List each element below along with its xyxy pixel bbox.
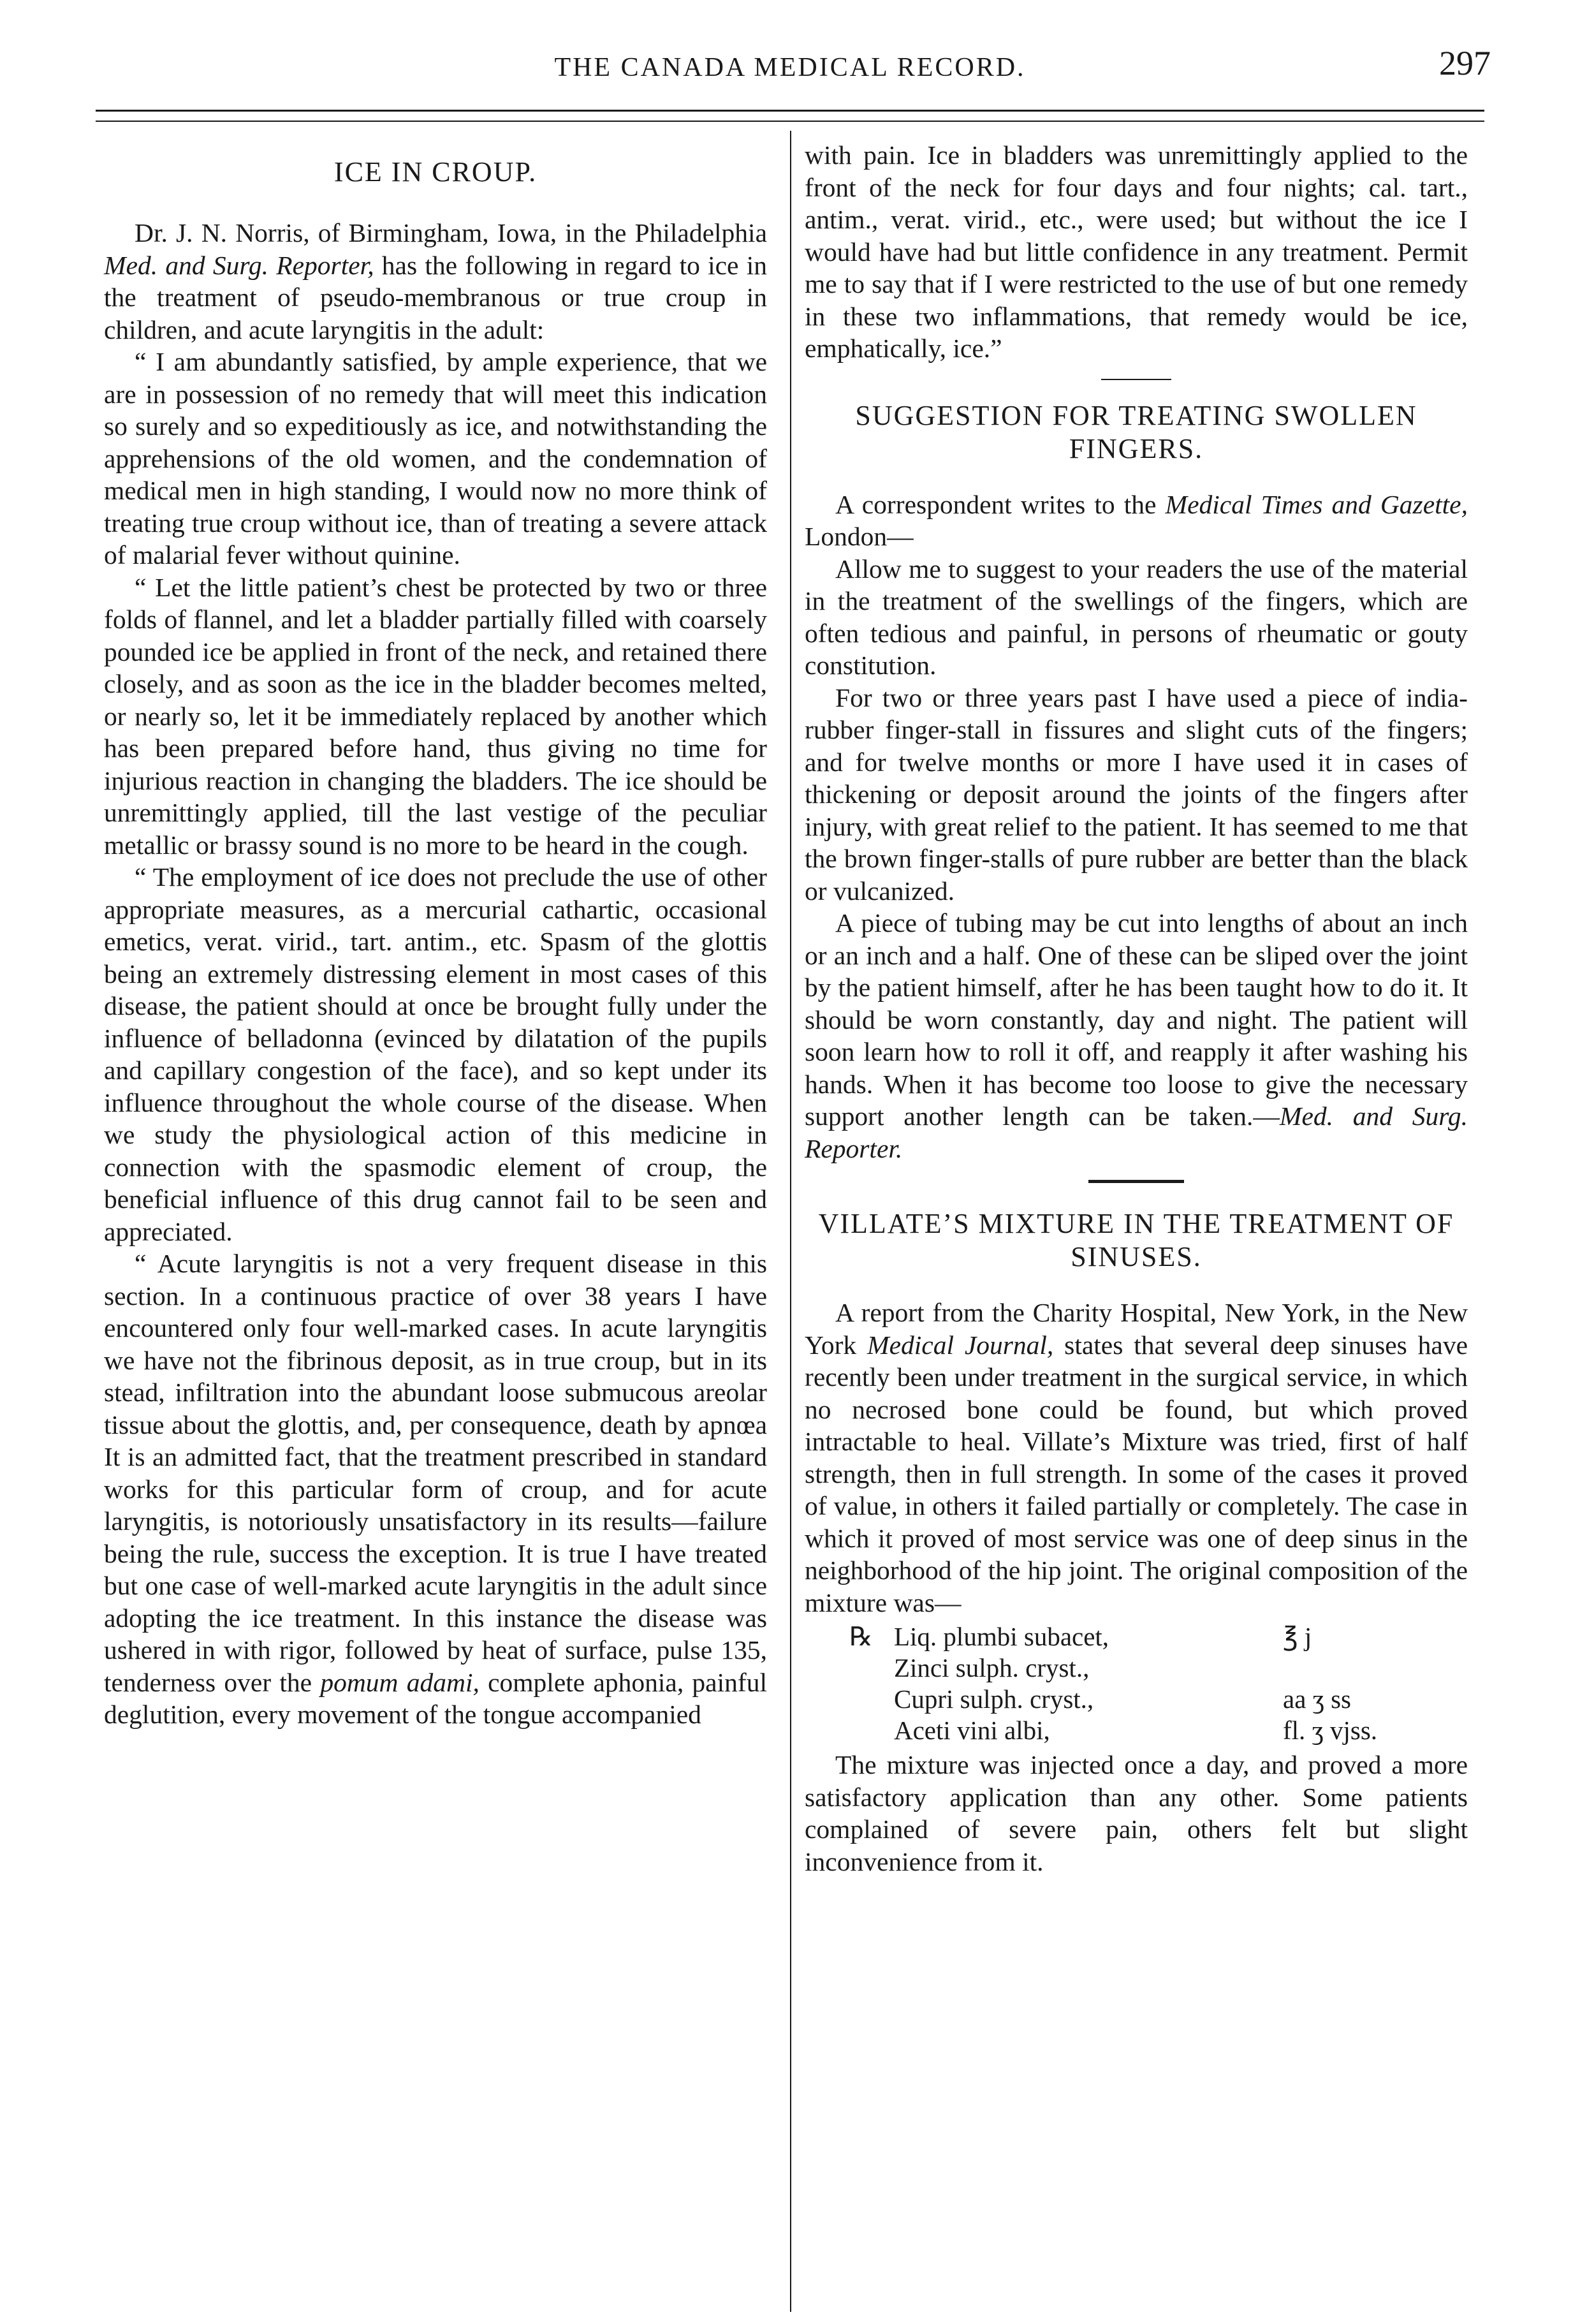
paragraph-continuation: with pain. Ice in bladders was unremittingly applied to the front of the neck for four days and four nights; cal. tart., antim., verat. virid., etc., were used; but without the ice I would have had but little confidence in any treatment. Permit me to say that if I were restricted to the use of but one remedy in these two inflammations, that remedy would be ice, emphatically, ice.” (805, 140, 1468, 363)
source-citation: Med. and Surg. Reporter. (805, 1101, 1468, 1163)
paragraph: A report from the Charity Hospital, New York, in the New York Medical Journal, states that several deep sinuses have recently been under treatment in the surgical service, in which no necrosed bone could be found, but which proved intractable to heal. Villate’s Mixture was tried, first of half strength, then in full strength. In some of the cases it proved of value, in others it failed partially or completely. The case in which it proved of most service was one of deep sinus in the neighborhood of the hip joint. The original composition of the mixture was— (805, 1298, 1468, 1617)
prescription-row (805, 1652, 1468, 1684)
column-divider (790, 131, 791, 2312)
left-column (104, 134, 767, 1731)
journal-title: Medical Times and Gazette, (1165, 489, 1468, 519)
journal-title: Med. and Surg. Reporter, (104, 250, 374, 280)
running-title: THE CANADA MEDICAL RECORD. (554, 53, 1026, 82)
article-intro: A correspondent writes to the Medical Times and Gazette, London— (805, 489, 1468, 551)
ingredient: Cupri sulph. cryst., (894, 1684, 1094, 1714)
page-number: 297 (1439, 44, 1491, 82)
paragraph: “ The employment of ice does not preclude the use of other appropriate measures, as a mercurial cathartic, occasional emetics, verat. virid., tart. antim., etc. Spasm of the glottis being an extremely distressing element in most cases of this disease, the patient should at once be brought fully under the influence of belladonna (evinced by dilatation of the pupils and capillary congestion of the face), and so kept under its influence throughout the whole course of the disease. When we study the physiological action of this medicine in connection with the spasmodic element of croup, the beneficial influence of this drug cannot fail to be seen and appreciated. (104, 862, 767, 1246)
article-intro: Dr. J. N. Norris, of Birmingham, Iowa, in the Philadelphia Med. and Surg. Reporter, has the following in regard to ice in the treatment of pseudo-membranous or true croup in children, and acute laryngitis in the adult: (104, 218, 767, 344)
prescription-row (805, 1715, 1468, 1746)
italic-term: pomum adami, (320, 1667, 479, 1697)
paragraph: “ Acute laryngitis is not a very frequent disease in this section. In a continuous practice of over 38 years I have encountered only four well-marked cases. In acute laryngitis we have not the fibrinous deposit, as in true croup, but in its stead, infiltration into the abundant loose submucous areolar tissue about the glottis, and, per consequence, death by apnœa It is an admitted fact, that the treatment prescribed in standard works for this particular form of croup, and for acute laryngitis, is notoriously unsatisfactory in its results—failure being the rule, success the exception. It is true I have treated but one case of well-marked acute laryngitis in the adult since adopting the ice treatment. In this instance the disease was ushered in with rigor, followed by heat of surface, pulse 135, tenderness over the pomum adami, complete aphonia, painful deglutition, every movement of the tongue accompanied (104, 1249, 767, 1729)
header-double-rule (96, 110, 1484, 122)
ingredient: Liq. plumbi subacet, (894, 1622, 1109, 1651)
running-head (89, 38, 1491, 96)
paragraph: “ I am abundantly satisfied, by ample experience, that we are in possession of no remedy that will meet this indication so surely and so expeditiously as ice, and notwithstanding the apprehensions of the old women, and the condemnation of medical men in high standing, I would now no more think of treating true croup without ice, than of treating a severe attack of malarial fever without quinine. (104, 347, 767, 570)
article-heading-swollen-fingers: SUGGESTION FOR TREATING SWOLLEN FINGERS. (855, 399, 1417, 464)
right-column (805, 139, 1468, 1878)
ingredient: Zinci sulph. cryst., (894, 1653, 1090, 1682)
recipe-symbol: ℞ (849, 1622, 873, 1651)
quantity: fl. ʒ vjss. (1283, 1716, 1378, 1745)
article-heading-villates-mixture: VILLATE’S MIXTURE IN THE TREATMENT OF SINUSES. (818, 1208, 1454, 1272)
quantity: aa ʒ ss (1283, 1684, 1352, 1714)
prescription-row (805, 1621, 1468, 1652)
ingredient: Aceti vini albi, (894, 1716, 1050, 1745)
prescription (805, 1621, 1468, 1746)
article-heading-ice-in-croup: ICE IN CROUP. (333, 156, 538, 188)
paragraph: Allow me to suggest to your readers the use of the material in the treatment of the swellings of the fingers, which are often tedious and painful, in persons of rheumatic or gouty constitution. (805, 554, 1468, 680)
section-divider (1101, 379, 1171, 380)
paragraph: The mixture was injected once a day, and proved a more satisfactory application than any other. Some patients complained of severe pain, others felt but slight inconvenience from it. (805, 1750, 1468, 1876)
prescription-row (805, 1684, 1468, 1715)
paragraph: “ Let the little patient’s chest be protected by two or three folds of flannel, and let a bladder partially filled with coarsely pounded ice be applied in front of the neck, and retained there closely, and as soon as the ice in the bladder becomes melted, or nearly so, let it be immediately replaced by another which has been prepared before hand, thus giving no time for injurious reaction in changing the bladders. The ice should be unremittingly applied, till the last vestige of the peculiar metallic or brassy sound is no more to be heard in the cough. (104, 572, 767, 860)
journal-title: Medical Journal, (867, 1330, 1054, 1360)
paragraph: For two or three years past I have used a piece of india-rubber finger-stall in fissures and slight cuts of the fingers; and for twelve months or more I have used it in cases of thickening or deposit around the joints of the fingers after injury, with great relief to the patient. It has seemed to me that the brown finger-stalls of pure rubber are better than the black or vulcanized. (805, 682, 1468, 906)
section-divider (1088, 1180, 1184, 1183)
quantity: ℥ j (1283, 1622, 1312, 1651)
paragraph: A piece of tubing may be cut into lengths of about an inch or an inch and a half. One of these can be sliped over the joint by the patient himself, after he has been taught how to do it. It should be worn constantly, day and night. The patient will soon learn how to roll it off, and reapply it after washing his hands. When it has become too loose to give the necessary support another length can be taken.—Med. and Surg. Reporter. (805, 908, 1468, 1163)
